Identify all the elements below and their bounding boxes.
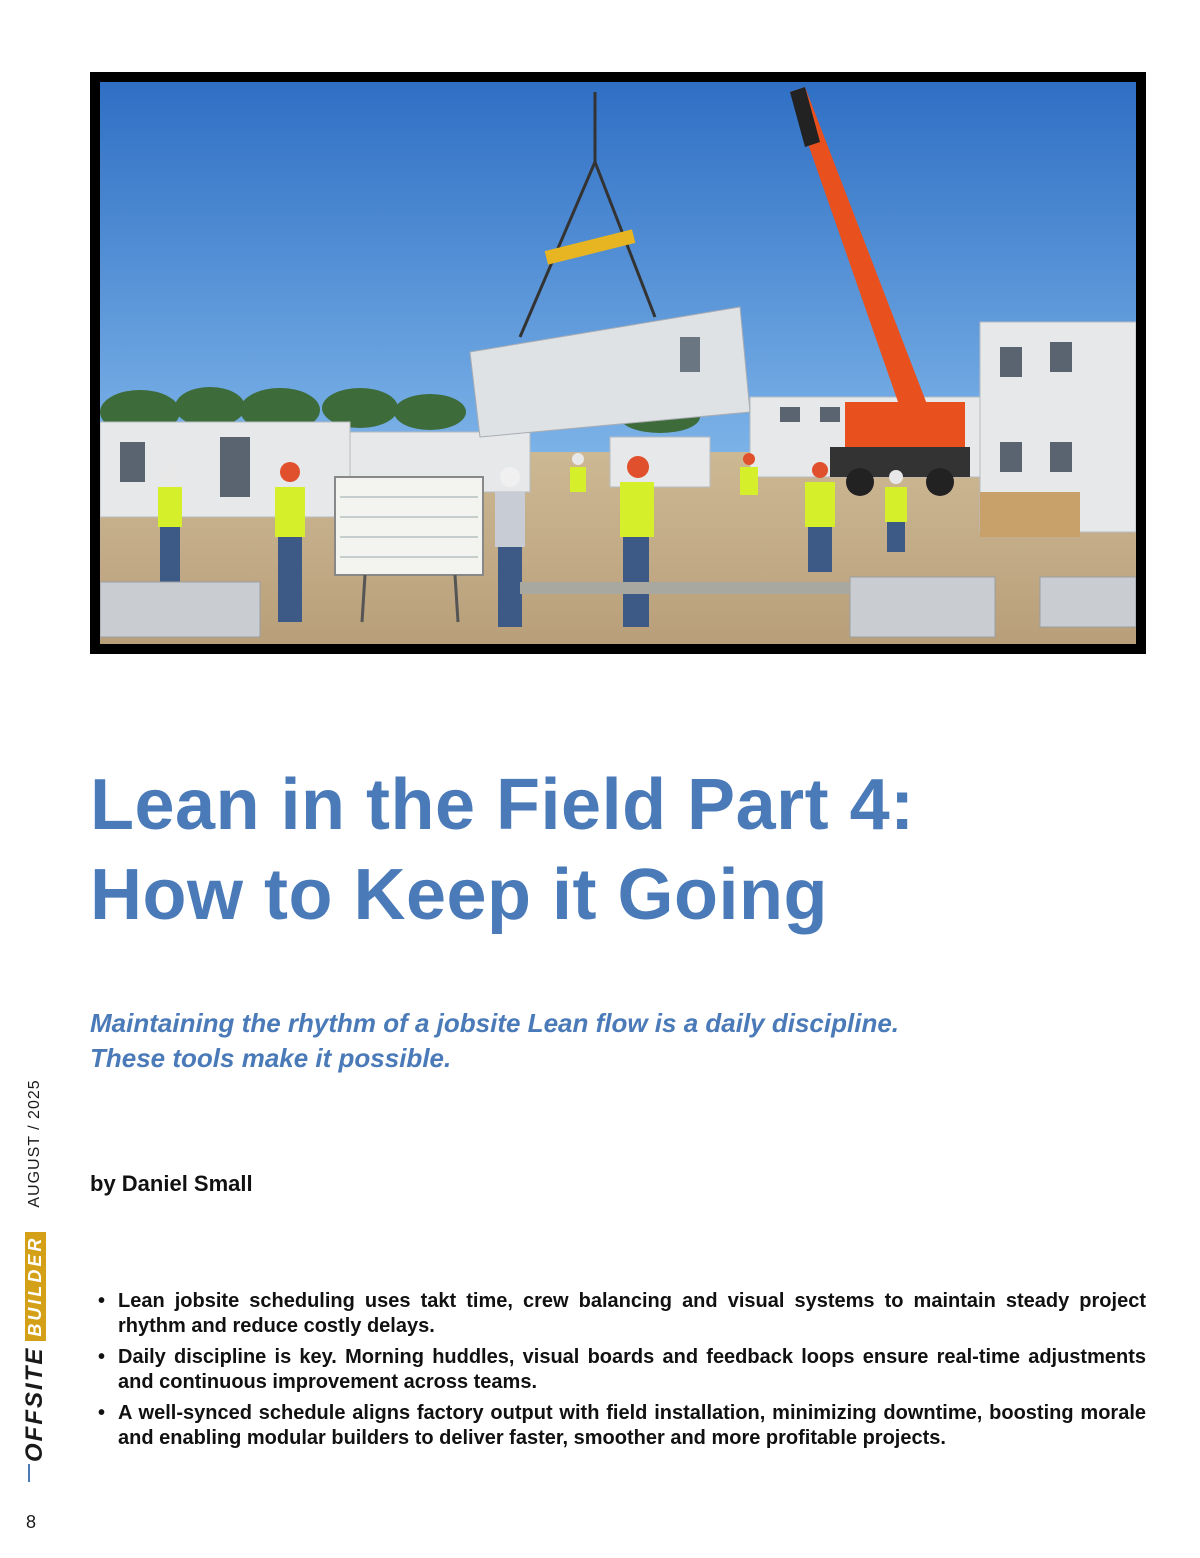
brand-builder: BUILDER (25, 1232, 46, 1341)
page-number: 8 (26, 1512, 37, 1532)
byline: by Daniel Small (90, 1171, 253, 1196)
hero-photo (90, 72, 1146, 654)
magazine-sidebar (20, 1079, 50, 1462)
title-line-1: Lean in the Field Part 4: (90, 765, 915, 845)
key-point: • Lean jobsite scheduling uses takt time, crew balancing and visual systems to maintain steady project rhythm and reduce costly delays. (98, 1289, 1146, 1339)
article-subtitle (90, 1006, 1150, 1076)
accent-bar (28, 1464, 30, 1482)
key-point: • Daily discipline is key. Morning huddles, visual boards and feedback loops ensure real-time adjustments and continuous improvement across teams. (98, 1345, 1146, 1395)
brand-offsite: OFFSITE (21, 1346, 48, 1462)
key-point: • A well-synced schedule aligns factory output with field installation, minimizing downtime, boosting morale and enabling modular builders to deliver faster, smoother and more profitable projects. (98, 1401, 1146, 1451)
construction-site-photo (100, 82, 1136, 644)
key-points-list (98, 1289, 1146, 1457)
article-title (90, 760, 1150, 940)
title-line-2: How to Keep it Going (90, 855, 828, 935)
subtitle-line-1: Maintaining the rhythm of a jobsite Lean flow is a daily discipline. (90, 1008, 900, 1038)
subtitle-line-2: These tools make it possible. (90, 1043, 452, 1073)
issue-date: AUGUST / 2025 (26, 1079, 43, 1208)
